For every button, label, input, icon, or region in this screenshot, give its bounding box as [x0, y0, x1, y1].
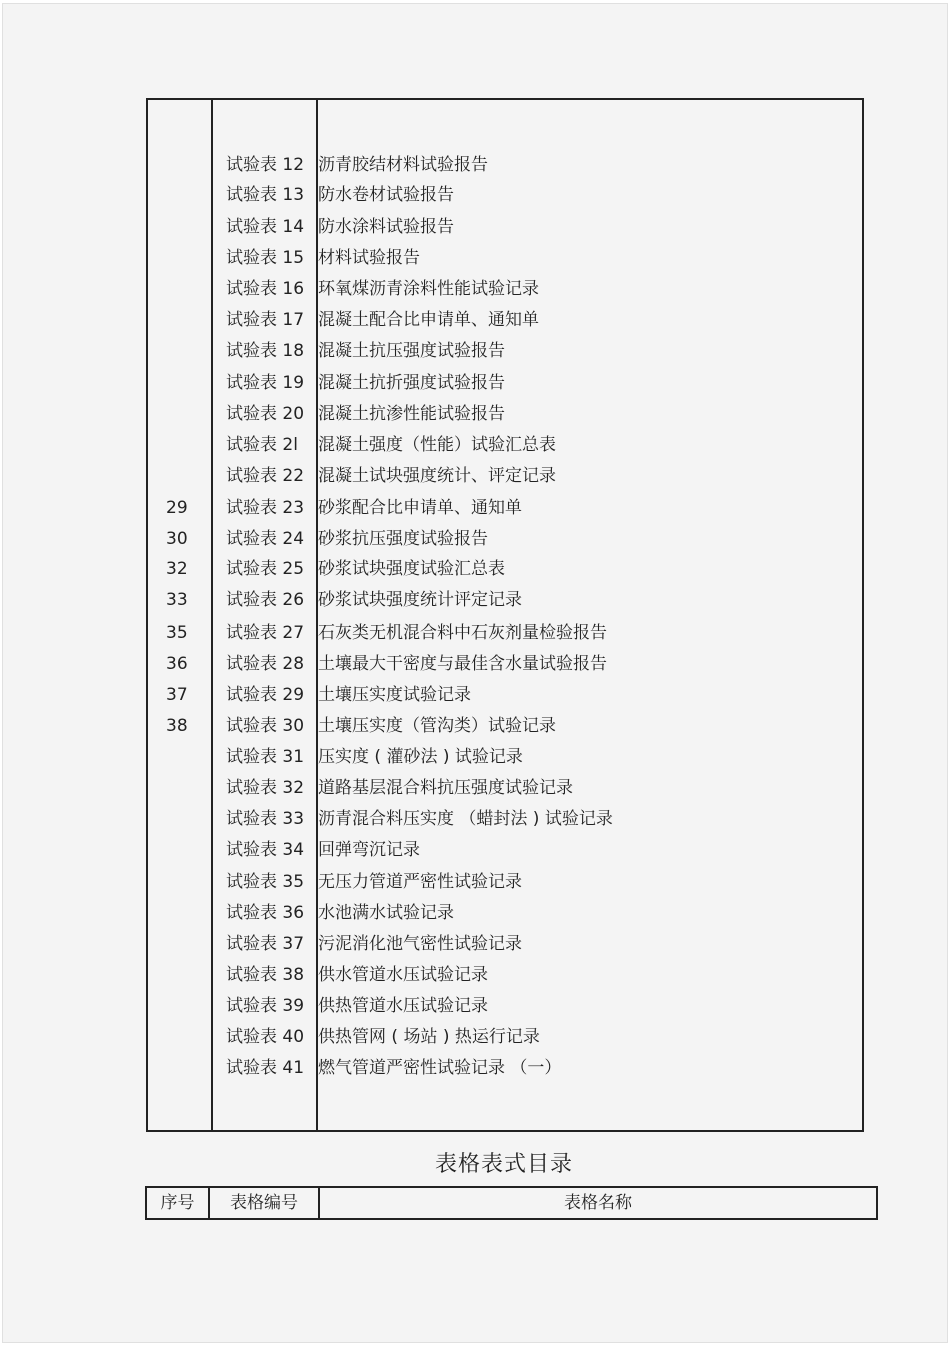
- row-code: 试验表 22: [226, 466, 305, 486]
- row-code: 试验表 36: [226, 903, 305, 923]
- table-row: [148, 150, 862, 180]
- row-code: 试验表 20: [226, 404, 305, 424]
- row-name: 砂浆抗压强度试验报告: [318, 529, 488, 549]
- table-row: [148, 742, 862, 772]
- row-code: 试验表 23: [226, 498, 305, 518]
- row-code: 试验表 2l: [226, 435, 298, 455]
- table-row: [148, 649, 862, 679]
- table-row: [148, 461, 862, 491]
- row-code: 试验表 12: [226, 155, 305, 175]
- table-header: [145, 1186, 878, 1220]
- row-code: 试验表 27: [226, 623, 305, 643]
- row-name: 供热管道水压试验记录: [318, 996, 488, 1016]
- table-row: [148, 867, 862, 897]
- row-name: 供热管网 ( 场站 ) 热运行记录: [318, 1027, 540, 1047]
- table-row: [148, 1022, 862, 1052]
- header-code: 表格编号: [230, 1193, 298, 1213]
- row-name: 混凝土试块强度统计、评定记录: [318, 466, 556, 486]
- table-row: [148, 835, 862, 865]
- row-name: 土壤最大干密度与最佳含水量试验报告: [318, 654, 607, 674]
- row-code: 试验表 25: [226, 559, 305, 579]
- row-name: 回弹弯沉记录: [318, 840, 420, 860]
- table-row: [148, 991, 862, 1021]
- row-name: 无压力管道严密性试验记录: [318, 872, 522, 892]
- page-title: 表格表式目录: [434, 1152, 573, 1177]
- row-name: 水池满水试验记录: [318, 903, 454, 923]
- row-code: 试验表 33: [226, 809, 305, 829]
- table-row: [148, 336, 862, 366]
- row-code: 试验表 15: [226, 248, 305, 268]
- row-code: 试验表 39: [226, 996, 305, 1016]
- row-name: 燃气管道严密性试验记录 （一）: [318, 1058, 562, 1078]
- row-seq: 32: [166, 559, 188, 579]
- row-seq: 30: [166, 529, 188, 549]
- table-row: [148, 898, 862, 928]
- table-row: [148, 399, 862, 429]
- row-seq: 38: [166, 716, 188, 736]
- table-row: [148, 243, 862, 273]
- row-code: 试验表 18: [226, 341, 305, 361]
- row-seq: 29: [166, 498, 188, 518]
- row-code: 试验表 16: [226, 279, 305, 299]
- table-row: [148, 773, 862, 803]
- row-seq: 36: [166, 654, 188, 674]
- document-page: [2, 3, 948, 1343]
- row-seq: 33: [166, 590, 188, 610]
- table-row: [148, 180, 862, 210]
- row-name: 材料试验报告: [318, 248, 420, 268]
- table-row: [148, 1053, 862, 1083]
- row-seq: 37: [166, 685, 188, 705]
- row-seq: 35: [166, 623, 188, 643]
- table-row: [148, 929, 862, 959]
- table-row: [148, 618, 862, 648]
- row-name: 混凝土抗压强度试验报告: [318, 341, 505, 361]
- row-name: 混凝土抗渗性能试验报告: [318, 404, 505, 424]
- table-row: [148, 524, 862, 554]
- row-name: 石灰类无机混合料中石灰剂量检验报告: [318, 623, 607, 643]
- row-code: 试验表 40: [226, 1027, 305, 1047]
- table-row: [148, 960, 862, 990]
- row-code: 试验表 34: [226, 840, 305, 860]
- row-code: 试验表 19: [226, 373, 305, 393]
- row-code: 试验表 17: [226, 310, 305, 330]
- row-code: 试验表 32: [226, 778, 305, 798]
- catalog-table: [146, 98, 864, 1132]
- row-code: 试验表 13: [226, 185, 305, 205]
- row-code: 试验表 41: [226, 1058, 305, 1078]
- row-name: 砂浆试块强度统计评定记录: [318, 590, 522, 610]
- row-name: 道路基层混合料抗压强度试验记录: [318, 778, 573, 798]
- row-name: 砂浆配合比申请单、通知单: [318, 498, 522, 518]
- row-name: 污泥消化池气密性试验记录: [318, 934, 522, 954]
- table-row: [148, 711, 862, 741]
- row-name: 混凝土强度（性能）试验汇总表: [318, 435, 556, 455]
- row-name: 防水卷材试验报告: [318, 185, 454, 205]
- row-code: 试验表 24: [226, 529, 305, 549]
- table-row: [148, 585, 862, 615]
- row-code: 试验表 14: [226, 217, 305, 237]
- row-code: 试验表 29: [226, 685, 305, 705]
- row-code: 试验表 30: [226, 716, 305, 736]
- row-code: 试验表 31: [226, 747, 305, 767]
- row-name: 防水涂料试验报告: [318, 217, 454, 237]
- row-code: 试验表 28: [226, 654, 305, 674]
- row-code: 试验表 35: [226, 872, 305, 892]
- table-row: [148, 305, 862, 335]
- table-row: [148, 554, 862, 584]
- header-name: 表格名称: [564, 1193, 632, 1213]
- table-row: [148, 804, 862, 834]
- row-name: 土壤压实度（管沟类）试验记录: [318, 716, 556, 736]
- table-row: [148, 493, 862, 523]
- row-code: 试验表 37: [226, 934, 305, 954]
- table-row: [148, 680, 862, 710]
- row-name: 压实度 ( 灌砂法 ) 试验记录: [318, 747, 523, 767]
- header-seq: 序号: [160, 1193, 195, 1213]
- table-row: [148, 430, 862, 460]
- table-row: [148, 212, 862, 242]
- row-name: 土壤压实度试验记录: [318, 685, 471, 705]
- row-name: 供水管道水压试验记录: [318, 965, 488, 985]
- row-name: 混凝土配合比申请单、通知单: [318, 310, 539, 330]
- row-name: 环氧煤沥青涂料性能试验记录: [318, 279, 539, 299]
- table-row: [148, 368, 862, 398]
- row-name: 沥青胶结材料试验报告: [318, 155, 488, 175]
- table-row: [148, 274, 862, 304]
- row-code: 试验表 38: [226, 965, 305, 985]
- row-name: 砂浆试块强度试验汇总表: [318, 559, 505, 579]
- row-code: 试验表 26: [226, 590, 305, 610]
- row-name: 沥青混合料压实度 （蜡封法 ) 试验记录: [318, 809, 613, 829]
- row-name: 混凝土抗折强度试验报告: [318, 373, 505, 393]
